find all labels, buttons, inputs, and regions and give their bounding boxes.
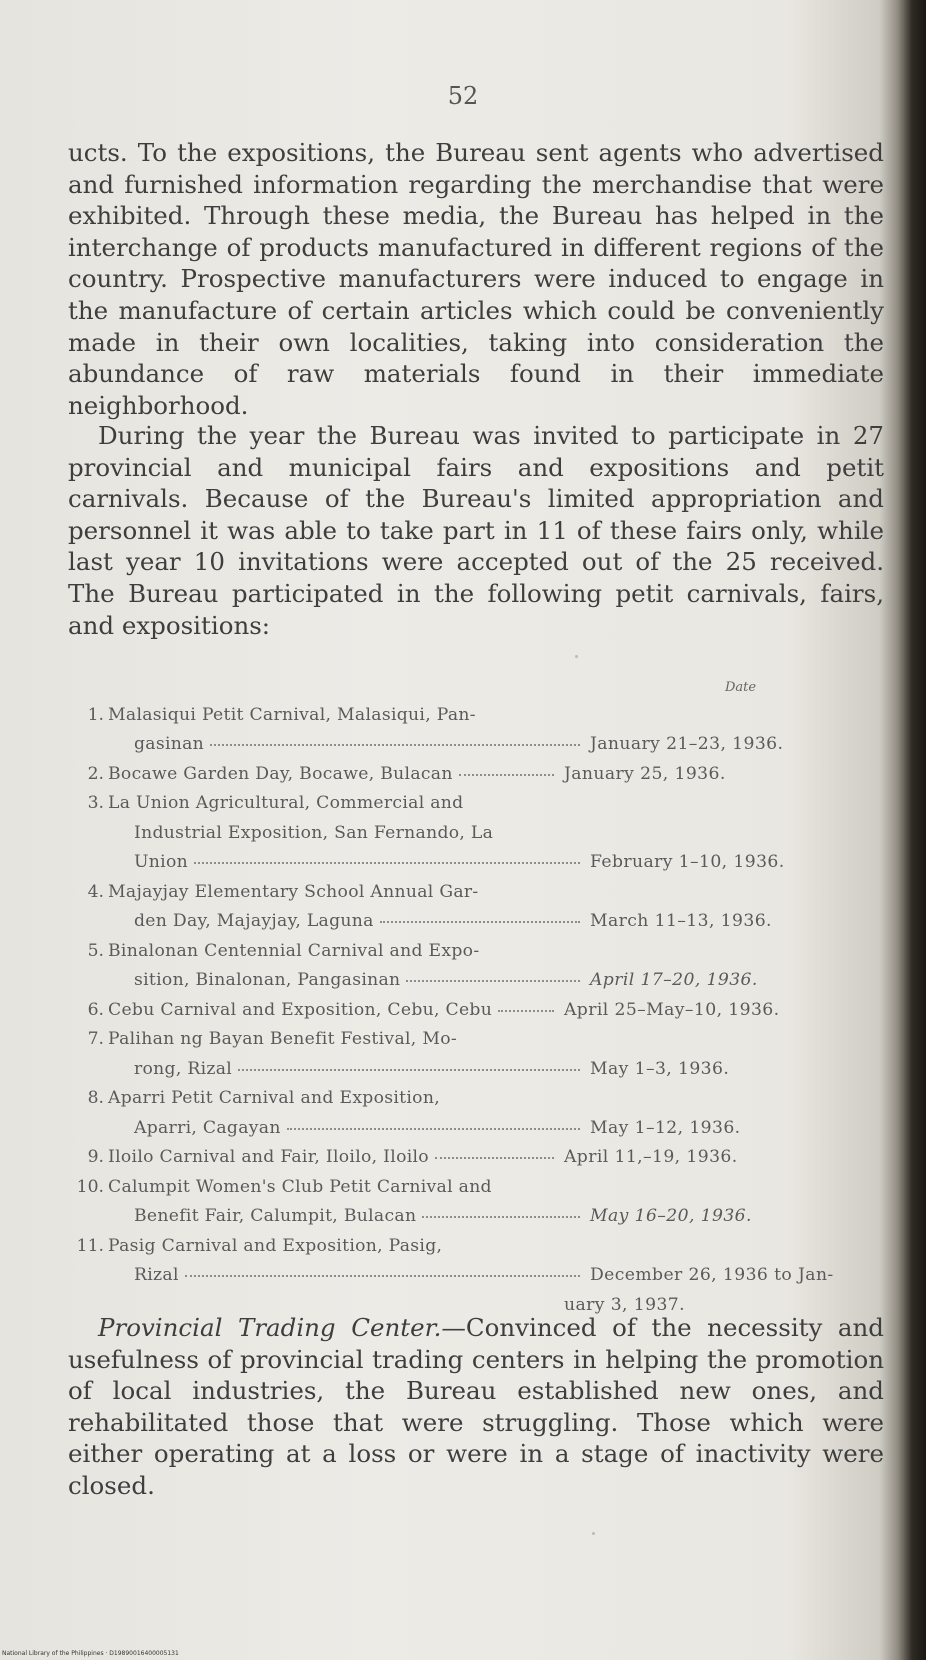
dot-leader <box>210 734 580 746</box>
list-item-line <box>76 1261 846 1291</box>
event-name-text: sition, Binalonan, Pangasinan <box>134 970 401 991</box>
event-name: Majayjay Elementary School Annual Gar- <box>108 881 479 902</box>
event-name-text: den Day, Majayjay, Laguna <box>134 911 374 932</box>
item-number: 1. <box>87 704 104 725</box>
event-name <box>108 1147 558 1167</box>
list-item-line <box>76 1113 846 1143</box>
list-item-line <box>76 700 846 730</box>
dot-leader <box>459 764 554 776</box>
event-name-text: Aparri, Cagayan <box>134 1117 281 1138</box>
item-number: 10. <box>76 1176 104 1197</box>
event-name <box>108 852 584 872</box>
list-item-line <box>76 995 846 1025</box>
event-date-continued: uary 3, 1937. <box>564 1294 685 1315</box>
event-name: Aparri Petit Carnival and Exposition, <box>108 1088 440 1109</box>
list-item <box>76 1084 846 1143</box>
event-name <box>108 1206 584 1226</box>
event-name <box>108 1059 584 1079</box>
paper-speck <box>575 655 578 658</box>
event-name-text: rong, Rizal <box>134 1058 233 1079</box>
item-number: 2. <box>87 763 104 784</box>
dot-leader <box>422 1206 580 1218</box>
event-name-text: Union <box>134 852 188 873</box>
list-item-line <box>76 877 846 907</box>
dot-leader <box>185 1265 580 1277</box>
event-name: Calumpit Women's Club Petit Carnival and <box>108 1176 492 1197</box>
event-name <box>108 1265 584 1285</box>
list-item-line <box>76 1202 846 1232</box>
list-item-line <box>76 1172 846 1202</box>
event-name: Palihan ng Bayan Benefit Festival, Mo- <box>108 1029 457 1050</box>
list-item-line <box>76 759 846 789</box>
list-item-line <box>76 1054 846 1084</box>
list-item-line <box>76 848 846 878</box>
list-item-line <box>76 1231 846 1261</box>
item-number: 9. <box>87 1147 104 1168</box>
paragraph-2: During the year the Bureau was invited to participate in 27 provincial and municipal fairs and expositions and petit carnivals. Because of the Bureau's limited appropriation and personnel it was able to take part in 11 of these fairs only, while last year 10 invitations were accepted out of the 25 received. The Bureau participated in the following petit carnivals, fairs, and expositions: <box>68 421 884 640</box>
dot-leader <box>406 970 580 982</box>
footer-credit: National Library of the Philippines · D19890016400005131 <box>2 1650 179 1657</box>
event-date: March 11–13, 1936. <box>590 911 772 932</box>
dot-leader <box>238 1059 580 1071</box>
event-date: May 16–20, 1936. <box>590 1206 752 1227</box>
event-name-text: Rizal <box>134 1265 179 1286</box>
event-name <box>108 911 584 931</box>
paragraph-3 <box>68 1312 884 1502</box>
event-name-text: Benefit Fair, Calumpit, Bulacan <box>134 1206 417 1227</box>
event-name: Malasiqui Petit Carnival, Malasiqui, Pan- <box>108 704 476 725</box>
list-item-line <box>76 907 846 937</box>
paragraph-3-body: —Convinced of the necessity and usefulness of provincial trading centers in helping the promotion of local industries, the Bureau established new ones, and rehabilitated those that were struggling. Those which were either operating at a loss or were in a stage of inactivity were closed. <box>68 1313 884 1500</box>
list-item <box>76 877 846 936</box>
event-date: February 1–10, 1936. <box>590 852 785 873</box>
dot-leader <box>498 1000 554 1012</box>
list-item-line <box>76 789 846 819</box>
list-item <box>76 936 846 995</box>
dot-leader <box>194 852 580 864</box>
event-date: January 21–23, 1936. <box>590 734 784 755</box>
dot-leader <box>380 911 580 923</box>
event-name <box>108 1118 584 1138</box>
event-name-text: gasinan <box>134 734 205 755</box>
item-number: 8. <box>87 1088 104 1109</box>
paragraph-1: ucts. To the expositions, the Bureau sent agents who advertised and furnished information regarding the merchandise that were exhibited. Through these media, the Bureau has helped in the interchange of products manufactured in different regions of the country. Prospective manufacturers were induced to engage in the manufacture of certain articles which could be conveniently made in their own localities, taking into consideration the abundance of raw materials found in their immediate neighborhood. <box>68 138 884 420</box>
event-name: Binalonan Centennial Carnival and Expo- <box>108 940 480 961</box>
list-item <box>76 789 846 878</box>
date-column-heading: Date <box>725 680 757 695</box>
event-name-text: Bocawe Garden Day, Bocawe, Bulacan <box>108 763 453 784</box>
item-number: 7. <box>87 1029 104 1050</box>
paper-speck <box>592 1532 595 1535</box>
section-title: Provincial Trading Center. <box>98 1313 442 1342</box>
list-item-line <box>76 936 846 966</box>
event-name: La Union Agricultural, Commercial and <box>108 793 464 814</box>
dot-leader <box>287 1118 580 1130</box>
event-list <box>76 700 846 1320</box>
item-number: 5. <box>87 940 104 961</box>
event-date: April 25–May–10, 1936. <box>564 999 780 1020</box>
item-number: 4. <box>87 881 104 902</box>
item-number: 6. <box>87 999 104 1020</box>
event-name <box>108 970 584 990</box>
event-name <box>108 1000 558 1020</box>
item-number: 3. <box>87 793 104 814</box>
list-item <box>76 759 846 789</box>
event-name <box>108 764 558 784</box>
event-name: Pasig Carnival and Exposition, Pasig, <box>108 1235 443 1256</box>
event-date: December 26, 1936 to Jan- <box>590 1265 834 1286</box>
list-item-line <box>76 966 846 996</box>
list-item <box>76 1172 846 1231</box>
list-item <box>76 1231 846 1320</box>
list-item <box>76 1025 846 1084</box>
dot-leader <box>435 1147 554 1159</box>
item-number: 11. <box>76 1235 104 1256</box>
event-date: April 11,–19, 1936. <box>564 1147 738 1168</box>
event-name-text: Cebu Carnival and Exposition, Cebu, Cebu <box>108 999 493 1020</box>
list-item <box>76 995 846 1025</box>
event-date: January 25, 1936. <box>564 763 726 784</box>
list-item-line <box>76 1143 846 1173</box>
page-number: 52 <box>447 82 479 110</box>
list-item <box>76 700 846 759</box>
list-item-line <box>76 1025 846 1055</box>
list-item <box>76 1143 846 1173</box>
event-date: May 1–12, 1936. <box>590 1117 741 1138</box>
event-name: Industrial Exposition, San Fernando, La <box>134 822 494 843</box>
event-name <box>108 734 584 754</box>
list-item-line <box>76 1084 846 1114</box>
event-date: April 17–20, 1936. <box>590 970 758 991</box>
list-item-line <box>76 818 846 848</box>
event-name-text: Iloilo Carnival and Fair, Iloilo, Iloilo <box>108 1147 429 1168</box>
event-date: May 1–3, 1936. <box>590 1058 730 1079</box>
list-item-line <box>76 730 846 760</box>
